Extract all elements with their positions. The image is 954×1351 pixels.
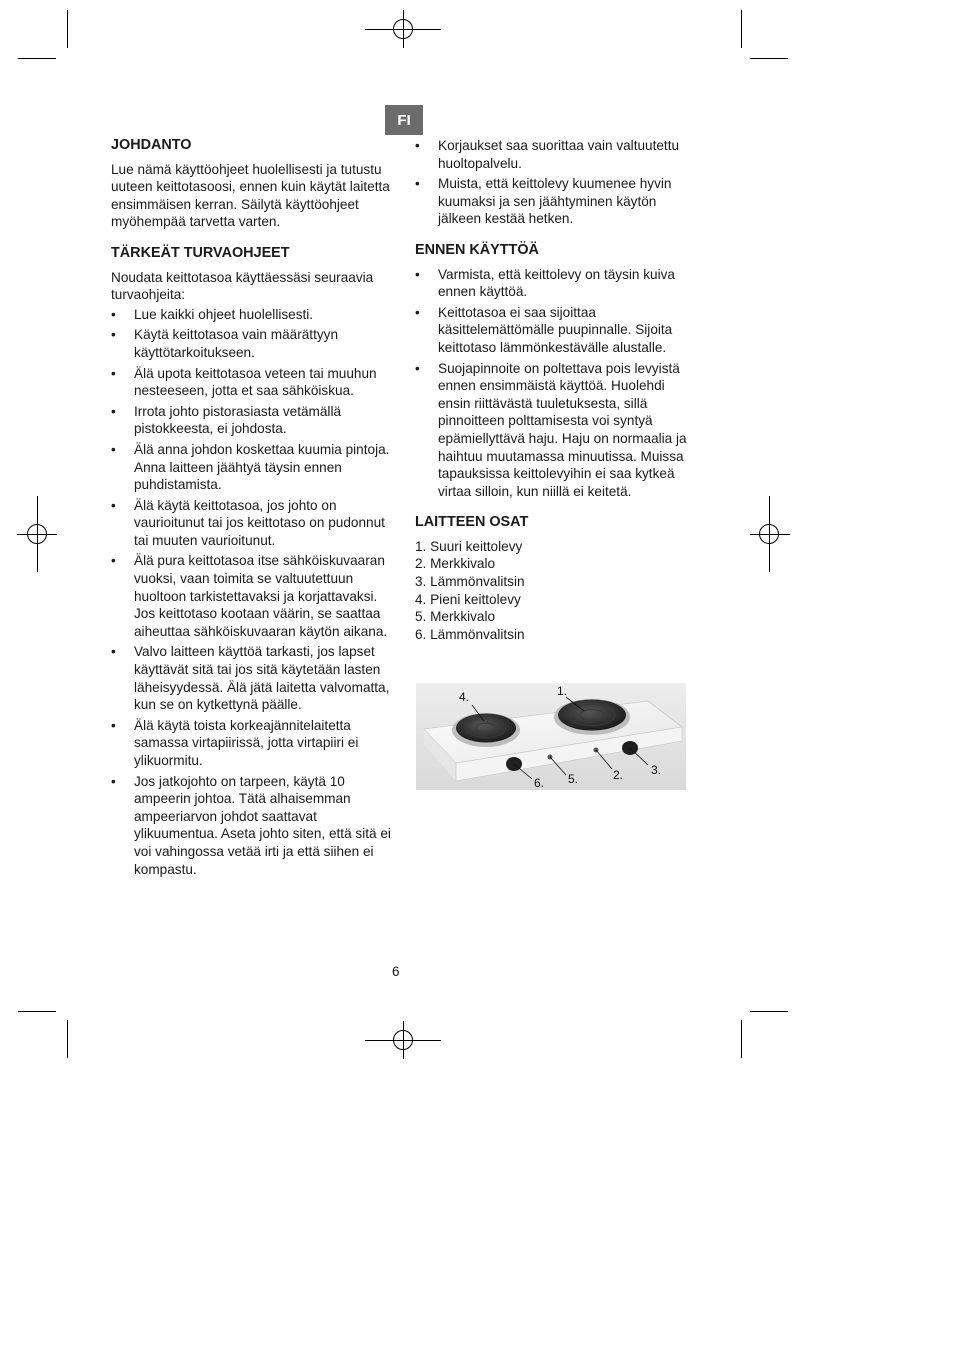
list-item: 4. Pieni keittolevy bbox=[415, 591, 521, 607]
list-item: • Älä upota keittotasoa veteen tai muuhun nesteeseen, jotta et saa sähköiskua. bbox=[111, 365, 396, 400]
crop-mark bbox=[750, 1011, 788, 1012]
crop-mark bbox=[67, 10, 68, 48]
parts-heading: LAITTEEN OSAT bbox=[415, 514, 529, 531]
page-number: 6 bbox=[392, 964, 400, 979]
safety-list bbox=[111, 306, 396, 878]
intro-text: Lue nämä käyttöohjeet huolellisesti ja tutustu uuteen keittotasoosi, ennen kuin käytät laitetta ensimmäisen kerran. Säilytä käyttöohjeet myöhempää tarvetta varten. bbox=[111, 161, 390, 230]
callout-6: 6. bbox=[534, 776, 545, 790]
list-item: • Älä käytä toista korkeajännitelaitetta samassa virtapiirissä, jotta virtapiiri ei ylikuormitu. bbox=[111, 717, 396, 770]
list-item: • Korjaukset saa suorittaa vain valtuutettu huoltopalvelu. bbox=[415, 137, 700, 172]
before-use-list bbox=[415, 266, 700, 501]
list-item: 3. Lämmönvalitsin bbox=[415, 574, 525, 590]
list-item: • Keittotasoa ei saa sijoittaa käsittelemättömälle puupinnalle. Sijoita keittotaso lämmönkestävälle alustalle. bbox=[415, 304, 700, 357]
list-item: • Varmista, että keittolevy on täysin kuiva ennen käyttöä. bbox=[415, 266, 700, 301]
intro-heading: JOHDANTO bbox=[111, 137, 192, 153]
safety-intro: Noudata keittotasoa käyttäessäsi seuraavia turvaohjeita: bbox=[111, 269, 374, 303]
list-item: 1. Suuri keittolevy bbox=[415, 538, 523, 554]
before-use-heading: ENNEN KÄYTTÖÄ bbox=[415, 241, 539, 258]
list-item: • Suojapinnoite on poltettava pois levyistä ennen ensimmäistä käyttöä. Huolehdi ensin riittävästä tuuletuksesta, sillä pinnoitteen polttamisesta voi syntyä epämiellyttävä haju. Haju on normaalia ja haihtuu muutamassa minuutissa. Muissa tapauksissa keittolevyihin ei saa kytkeä virtaa silloin, kun niillä ei keitetä. bbox=[415, 360, 700, 501]
crop-mark bbox=[18, 58, 56, 59]
crop-mark bbox=[67, 1020, 68, 1058]
hotplate-photo bbox=[416, 683, 686, 790]
list-item: 5. Merkkivalo bbox=[415, 609, 496, 625]
crop-mark bbox=[741, 1020, 742, 1058]
callout-1: 1. bbox=[557, 684, 568, 698]
list-item: • Älä käytä keittotasoa, jos johto on vaurioitunut tai jos keittotaso on pudonnut tai muuten vaurioitunut. bbox=[111, 497, 396, 550]
callout-3: 3. bbox=[651, 763, 662, 777]
safety-heading: TÄRKEÄT TURVAOHJEET bbox=[111, 244, 290, 261]
callout-4: 4. bbox=[459, 690, 470, 704]
right-column bbox=[415, 137, 700, 643]
callout-5: 5. bbox=[568, 772, 579, 786]
list-item: • Jos jatkojohto on tarpeen, käytä 10 ampeerin johtoa. Tätä alhaisemman ampeeriarvon johdot saattavat ylikuumentua. Aseta johto siten, että sitä ei voi vahingossa vetää irti ja että siihen ei kompastu. bbox=[111, 773, 396, 879]
list-item: • Valvo laitteen käyttöä tarkasti, jos lapset käyttävät sitä tai jos sitä käytetään lasten läheisyydessä. Älä jätä laitetta valvomatta, kun se on kytkettynä päälle. bbox=[111, 643, 396, 713]
continued-safety-list bbox=[415, 137, 700, 228]
list-item: • Älä pura keittotasoa itse sähköiskuvaaran vuoksi, vaan toimita se valtuutettuun huoltoon tarkistettavaksi ja korjattavaksi. Jos keittotaso kootaan väärin, se saattaa aiheuttaa sähköiskuvaaran käytön aikana. bbox=[111, 552, 396, 640]
list-item: • Käytä keittotasoa vain määrättyyn käyttötarkoitukseen. bbox=[111, 326, 396, 361]
language-tag: FI bbox=[385, 105, 423, 135]
list-item: 6. Lämmönvalitsin bbox=[415, 626, 525, 642]
list-item: • Muista, että keittolevy kuumenee hyvin kuumaksi ja sen jäähtyminen käytön jälkeen kestää hetken. bbox=[415, 175, 700, 228]
parts-list bbox=[415, 538, 700, 644]
crop-mark bbox=[741, 10, 742, 48]
crop-mark bbox=[750, 58, 788, 59]
left-column bbox=[111, 137, 396, 881]
list-item: • Älä anna johdon koskettaa kuumia pintoja. Anna laitteen jäähtyä täysin ennen puhdistamista. bbox=[111, 441, 396, 494]
list-item: • Irrota johto pistorasiasta vetämällä pistokkeesta, ei johdosta. bbox=[111, 403, 396, 438]
list-item: 2. Merkkivalo bbox=[415, 556, 496, 572]
list-item: • Lue kaikki ohjeet huolellisesti. bbox=[111, 306, 396, 324]
callout-2: 2. bbox=[613, 768, 624, 782]
crop-mark bbox=[18, 1011, 56, 1012]
